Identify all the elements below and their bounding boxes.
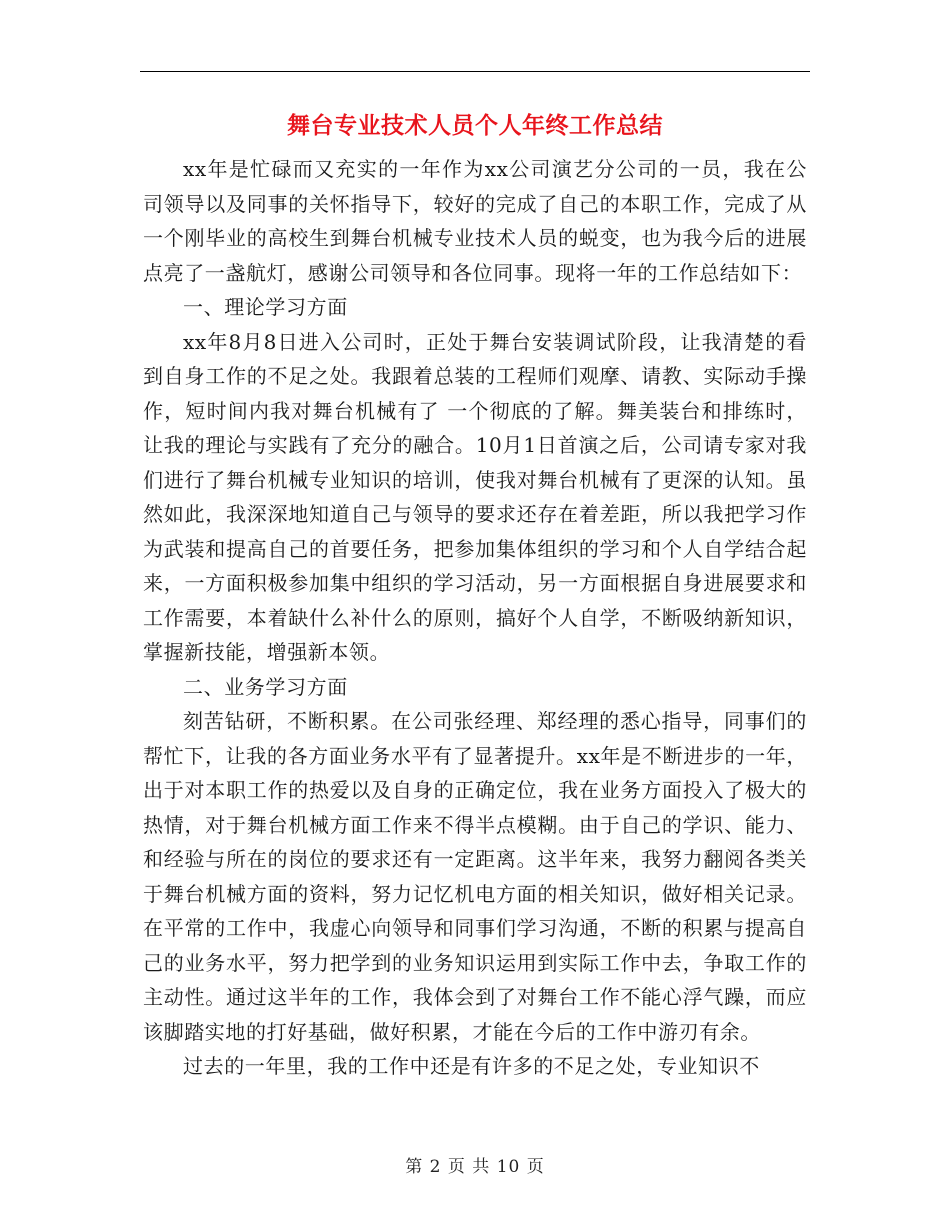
- paragraph-intro: xx年是忙碌而又充实的一年作为xx公司演艺分公司的一员，我在公司领导以及同事的关怀指导下，较好的完成了自己的本职工作，完成了从一个刚毕业的高校生到舞台机械专业技术人员的蜕变，也为我今后的进展点亮了一盏航灯，感谢公司领导和各位同事。现将一年的工作总结如下：: [143, 157, 807, 285]
- section-heading-theory: 一、理论学习方面: [183, 295, 348, 319]
- paragraph-theory: xx年8月8日进入公司时，正处于舞台安装调试阶段，让我清楚的看到自身工作的不足之处。我跟着总装的工程师们观摩、请教、实际动手操作，短时间内我对舞台机械有了 一个彻底的了解。舞美装台和排练时，让我的理论与实践有了充分的融合。10月1日首演之后，公司请专家对我们进行了舞台机械专业知识的培训，使我对舞台机械有了更深的认知。虽然如此，我深深地知道自己与领导的要求还存在着差距，所以我把学习作为武装和提高自己的首要任务，把参加集体组织的学习和个人自学结合起来，一方面积极参加集中组织的学习活动，另一方面根据自身进展要求和工作需要，本着缺什么补什么的原则，搞好个人自学，不断吸纳新知识，掌握新技能，增强新本领。: [143, 329, 807, 664]
- paragraph-business: 刻苦钻研，不断积累。在公司张经理、郑经理的悉心指导，同事们的帮忙下，让我的各方面业务水平有了显著提升。xx年是不断进步的一年，出于对本职工作的热爱以及自身的正确定位，我在业务方面投入了极大的热情，对于舞台机械方面工作来不得半点模糊。由于自己的学识、能力、和经验与所在的岗位的要求还有一定距离。这半年来，我努力翻阅各类关于舞台机械方面的资料，努力记忆机电方面的相关知识，做好相关记录。在平常的工作中，我虚心向领导和同事们学习沟通，不断的积累与提高自己的业务水平，努力把学到的业务知识运用到实际工作中去，争取工作的主动性。通过这半年的工作，我体会到了对舞台工作不能心浮气躁，而应该脚踏实地的打好基础，做好积累，才能在今后的工作中游刃有余。: [143, 709, 807, 1044]
- document-title: 舞台专业技术人员个人年终工作总结: [287, 112, 663, 139]
- header-rule: [140, 71, 810, 72]
- document-body: [143, 152, 807, 1084]
- section-heading-business: 二、业务学习方面: [183, 674, 348, 699]
- page-number-footer: 第 2 页 共 10 页: [405, 1157, 545, 1177]
- paragraph-past-year: 过去的一年里，我的工作中还是有许多的不足之处，专业知识不: [183, 1054, 760, 1078]
